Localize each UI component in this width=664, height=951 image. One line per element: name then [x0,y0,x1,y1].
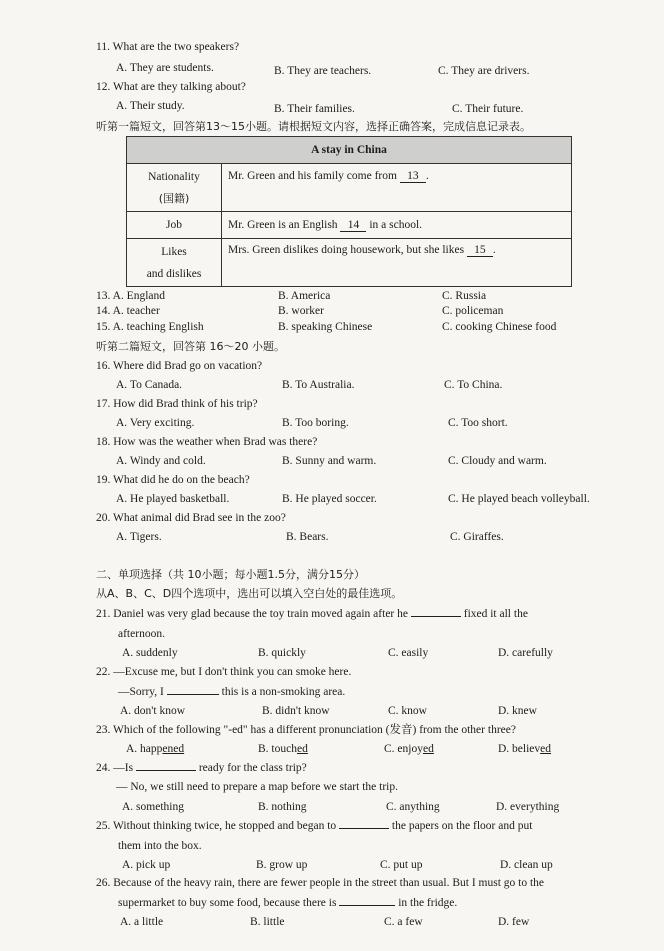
q17-option-c: C. Too short. [448,417,508,429]
q24-stem-pre: 24. —Is [96,762,134,774]
row-text-pre: Mrs. Green dislikes doing housework, but she likes [228,244,465,256]
q24-stem-post: ready for the class trip? [198,762,307,774]
q21-option-b: B. quickly [258,647,306,659]
grammar-heading: 二、单项选择（共 10小题；每小题1.5分，满分15分） [96,568,365,581]
q13-option-a: 13. A. England [96,290,165,302]
q22-stem-pre: —Sorry, I [118,686,164,698]
q11-stem: 11. What are the two speakers? [96,41,240,53]
q11-option-c: C. They are drivers. [438,65,530,77]
q26-option-a: A. a little [120,916,164,928]
row-content [222,212,572,239]
q22-stem: 22. —Excuse me, but I don't think you can smoke here. [96,666,352,678]
q25-option-d: D. clean up [500,859,553,871]
q20-option-c: C. Giraffes. [450,531,504,543]
q21-stem-pre: 21. Daniel was very glad because the toy train moved again after he [96,608,408,620]
q18-option-b: B. Sunny and warm. [282,455,377,467]
q25-stem [96,819,532,833]
q26-stem: 26. Because of the heavy rain, there are fewer people in the street than usual. But I must go to the [96,877,545,889]
q19-option-a: A. He played basketball. [116,493,230,505]
row-label [127,239,222,287]
q24-option-a: A. something [122,801,184,813]
blank-14[interactable]: 14 [340,219,366,232]
q26-blank[interactable] [339,905,395,906]
q21-blank[interactable] [411,616,461,617]
q22-option-b: B. didn't know [262,705,330,717]
table-title: A stay in China [127,137,572,164]
q26-stem-post: in the fridge. [398,897,458,909]
q21-stem-line2: afternoon. [118,628,165,640]
q14-option-c: C. policeman [442,305,504,317]
q16-option-c: C. To China. [444,379,503,391]
table-row [127,212,572,239]
q22-option-a: A. don't know [120,705,186,717]
q13-option-c: C. Russia [442,290,487,302]
row-label [127,164,222,212]
row-text-post: . [492,244,496,256]
q23-b-ending: ed [296,743,308,755]
q23-option-b [258,742,308,756]
q25-stem-post: the papers on the floor and put [391,820,533,832]
q23-stem: 23. Which of the following "-ed" has a different pronunciation (发音) from the other three? [96,724,516,736]
q20-option-b: B. Bears. [286,531,329,543]
row-label-line2: and dislikes [146,267,202,280]
q21-stem-post: fixed it all the [463,608,528,620]
row-text-post: in a school. [369,218,423,231]
q14-option-b: B. worker [278,305,324,317]
q23-option-c [384,742,434,756]
q23-a-ending: ened [162,743,185,755]
row-label-line2: (国籍) [158,191,190,205]
grammar-instruction: 从A、B、C、D四个选项中，选出可以填入空白处的最佳选项。 [96,587,403,600]
q26-option-d: D. few [498,916,530,928]
q14-option-a: 14. A. teacher [96,305,160,317]
row-content [222,239,572,287]
q23-option-d [498,742,551,756]
q25-stem-line2: them into the box. [118,840,202,852]
q25-option-c: C. put up [380,859,423,871]
q13-option-b: B. America [278,290,331,302]
q26-stem-line2 [118,896,457,910]
q11-option-a: A. They are students. [116,62,214,74]
q17-option-b: B. Too boring. [282,417,349,429]
q26-option-c: C. a few [384,916,423,928]
q23-b-pre: B. touch [258,743,297,755]
row-text-pre: Mr. Green is an English [228,218,338,231]
q21-stem [96,607,528,621]
q20-stem: 20. What animal did Brad see in the zoo? [96,512,286,524]
q17-stem: 17. How did Brad think of his trip? [96,398,258,410]
q12-option-a: A. Their study. [116,100,185,112]
q25-blank[interactable] [339,828,389,829]
row-text-pre: Mr. Green and his family come from [228,170,397,182]
q24-option-c: C. anything [386,801,440,813]
row-label-line1: Job [166,219,182,231]
blank-15[interactable]: 15 [467,244,493,257]
row-content [222,164,572,212]
q24-blank[interactable] [136,770,196,771]
q24-option-b: B. nothing [258,801,307,813]
section2-instruction: 听第二篇短文，回答第 16～20 小题。 [96,340,285,353]
q19-option-c: C. He played beach volleyball. [448,493,590,505]
q22-option-c: C. know [388,705,427,717]
q12-stem: 12. What are they talking about? [96,81,246,93]
q22-stem-post: this is a non-smoking area. [221,686,346,698]
blank-13[interactable]: 13 [400,170,426,183]
q26-stem-pre: supermarket to buy some food, because there is [118,897,337,909]
q12-option-c: C. Their future. [452,103,524,115]
q21-option-a: A. suddenly [122,647,178,659]
q22-blank[interactable] [167,694,219,695]
q23-option-a [126,742,184,756]
q12-option-b: B. Their families. [274,103,355,115]
row-label [127,212,222,239]
row-label-line1: Nationality [148,170,200,183]
q24-option-d: D. everything [496,801,560,813]
row-text-post: . [425,170,429,182]
q16-option-a: A. To Canada. [116,379,183,391]
q24-stem [96,761,307,775]
q22-stem-line2 [118,685,345,699]
table-row [127,164,572,212]
q21-option-c: C. easily [388,647,429,659]
q21-option-d: D. carefully [498,647,553,659]
q15-option-c: C. cooking Chinese food [442,321,557,333]
q23-d-pre: D. believ [498,743,541,755]
q24-stem-line2: — No, we still need to prepare a map before we start the trip. [116,781,398,793]
q23-c-ending: ed [422,743,434,755]
q18-stem: 18. How was the weather when Brad was there? [96,436,318,448]
q26-option-b: B. little [250,916,285,928]
section1-instruction: 听第一篇短文，回答第13～15小题。请根据短文内容，选择正确答案，完成信息记录表。 [96,120,531,133]
q15-option-b: B. speaking Chinese [278,321,373,333]
q23-c-pre: C. enjoy [384,743,423,755]
q17-option-a: A. Very exciting. [116,417,195,429]
row-label-line1: Likes [161,245,187,258]
q23-d-ending: ed [540,743,552,755]
q23-a-pre: A. happ [126,743,163,755]
table-row [127,239,572,287]
q19-stem: 19. What did he do on the beach? [96,474,250,486]
q25-stem-pre: 25. Without thinking twice, he stopped and began to [96,820,337,832]
q22-option-d: D. knew [498,705,537,717]
q18-option-c: C. Cloudy and warm. [448,455,547,467]
q16-option-b: B. To Australia. [282,379,355,391]
info-record-table [126,136,572,287]
q20-option-a: A. Tigers. [116,531,162,543]
q11-option-b: B. They are teachers. [274,65,372,77]
q16-stem: 16. Where did Brad go on vacation? [96,360,263,372]
q25-option-b: B. grow up [256,859,308,871]
q19-option-b: B. He played soccer. [282,493,377,505]
q25-option-a: A. pick up [122,859,171,871]
q18-option-a: A. Windy and cold. [116,455,206,467]
q15-option-a: 15. A. teaching English [96,321,204,333]
